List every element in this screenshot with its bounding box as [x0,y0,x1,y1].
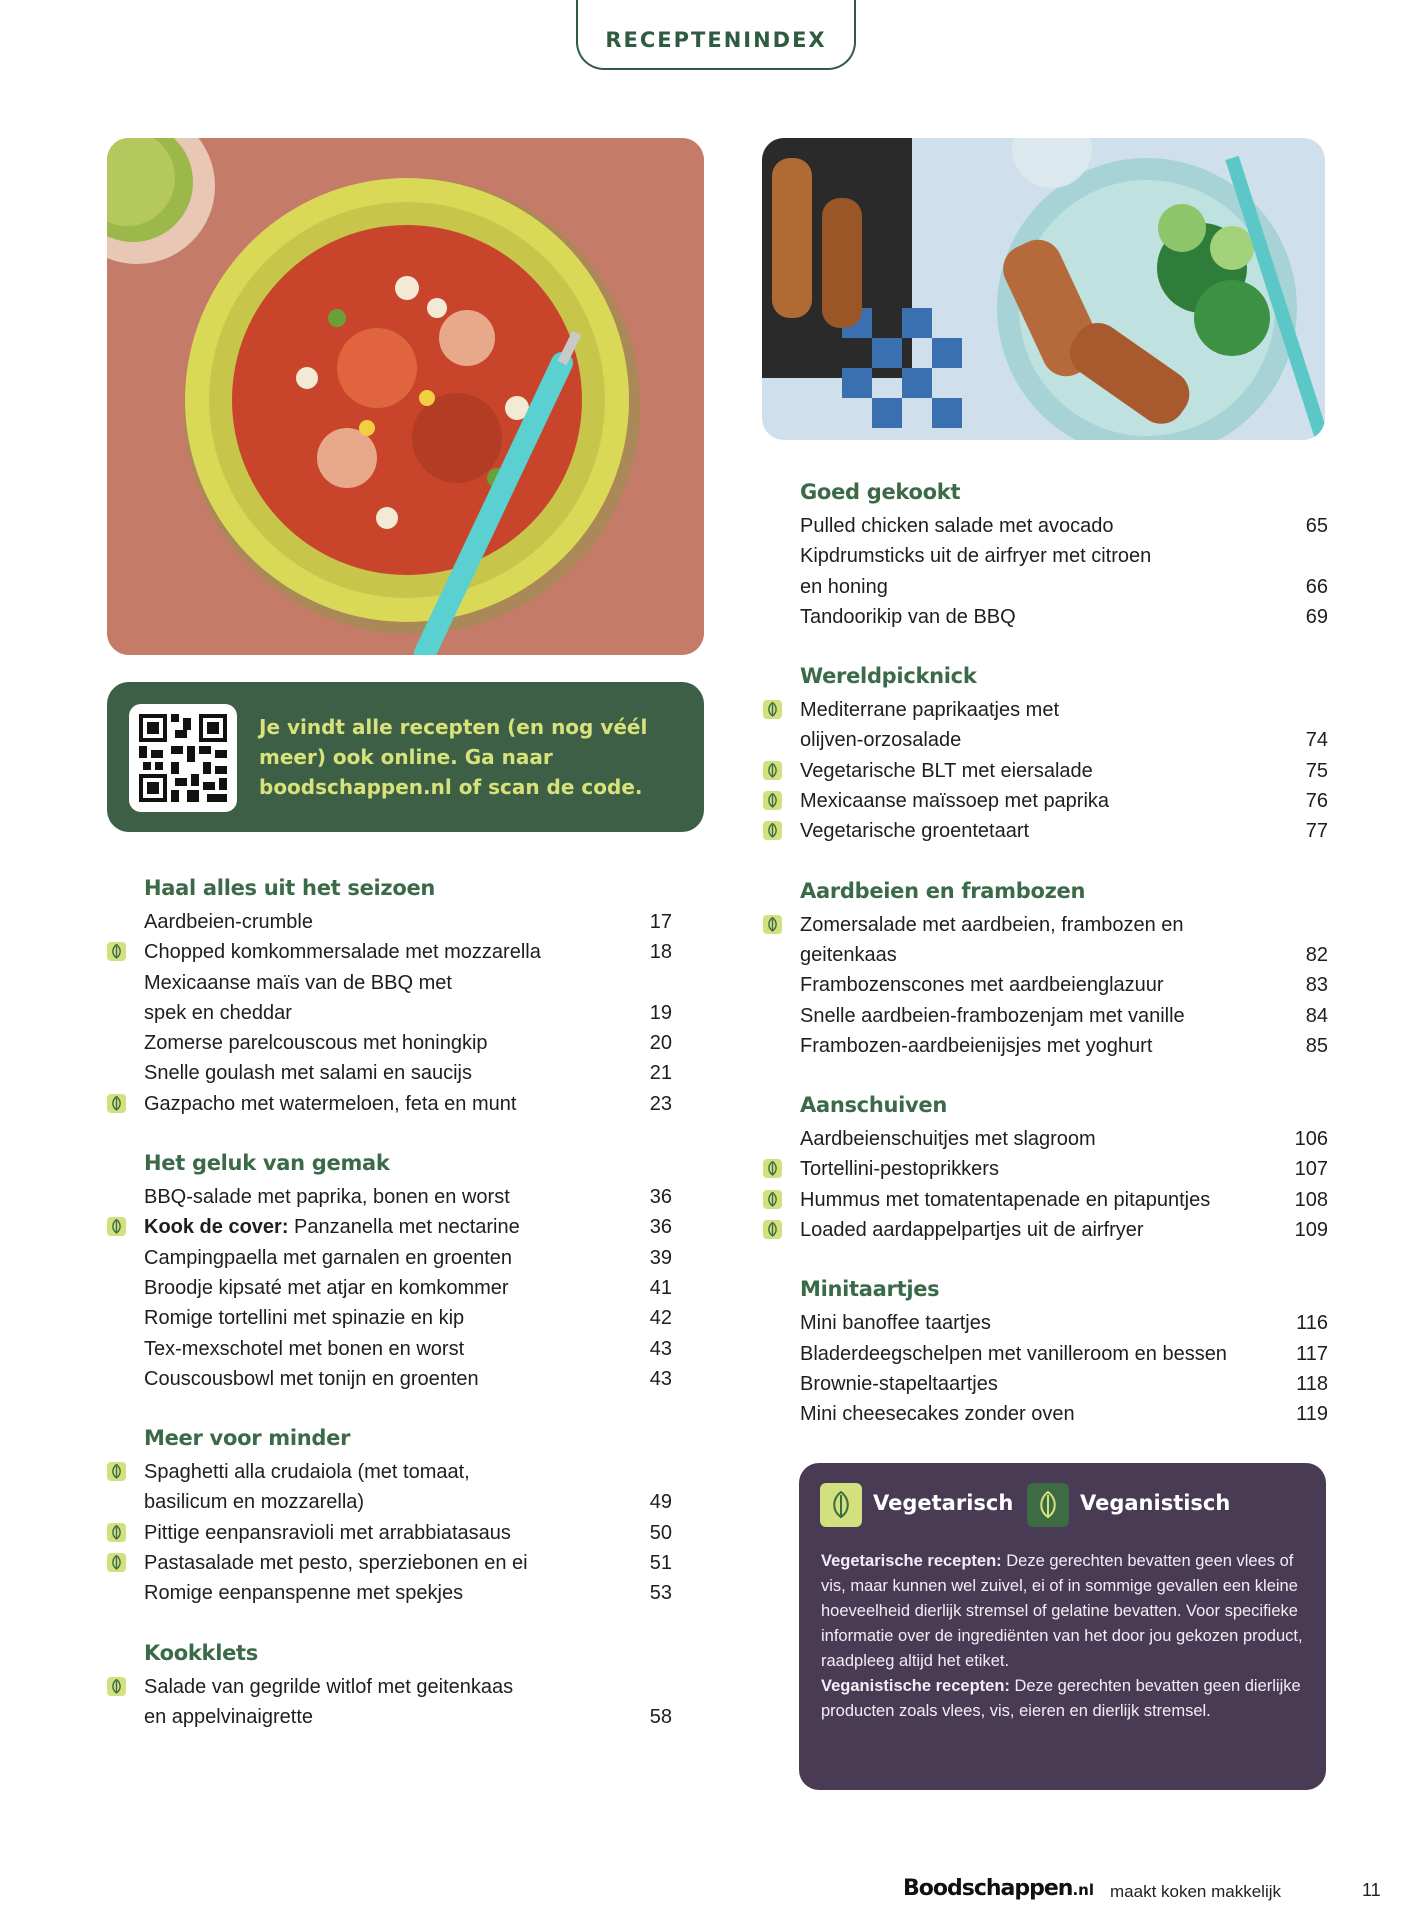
recipe-entry[interactable] [144,1303,672,1333]
recipe-title [800,695,1059,725]
recipe-page-number: 82 [1305,943,1328,966]
legend-text [821,1549,1311,1724]
vegetarian-leaf-icon [107,1217,126,1236]
recipe-title-text: BBQ-salade met paprika, bonen en worst [144,1186,510,1209]
veganistisch-badge [1027,1483,1069,1527]
recipe-page-number [632,1672,672,1702]
recipe-title-text: Mini cheesecakes zonder oven [800,1403,1075,1426]
index-section [800,1274,1328,1429]
recipe-page-number: 19 [649,1001,672,1024]
recipe-page-number: 84 [1305,1004,1328,1027]
section-title: Het geluk van gemak [144,1151,390,1176]
recipe-page-number [1288,910,1328,940]
recipe-page-number: 58 [649,1705,672,1728]
recipe-entry[interactable] [800,1031,1328,1061]
vegetarian-leaf-icon [763,1220,782,1239]
recipe-title [800,1124,1096,1154]
recipe-title [144,998,292,1028]
recipe-page-number: 69 [1305,605,1328,628]
recipe-page-number: 18 [649,941,672,964]
recipe-title-text: Mini banoffee taartjes [800,1312,991,1335]
recipe-title-text: Tex-mexschotel met bonen en worst [144,1337,465,1360]
vegetarian-leaf-icon [763,1159,782,1178]
recipe-title-text: Hummus met tomatentapenade en pitapuntjes [800,1188,1211,1211]
recipe-page-number: 36 [649,1186,672,1209]
vegetarian-leaf-icon [763,1190,782,1209]
recipe-page-number: 36 [649,1216,672,1239]
brand-logo [903,1876,1094,1901]
recipe-title-text: Vegetarische BLT met eiersalade [800,759,1093,782]
recipe-entry[interactable] [800,1339,1328,1369]
index-section [800,1090,1328,1245]
index-section [144,1638,672,1733]
recipe-entry[interactable] [800,511,1328,541]
recipe-title-text: Spaghetti alla crudaiola (met tomaat, [144,1461,470,1484]
brand-name: Boodschappen [903,1876,1073,1901]
recipe-entry[interactable] [800,1369,1328,1399]
recipe-title-text: Panzanella met nectarine [288,1216,520,1239]
recipe-entry[interactable] [144,1273,672,1303]
recipe-title [800,1339,1227,1369]
recipe-title [800,1369,998,1399]
recipe-title-text: Frambozenscones met aardbeienglazuur [800,974,1164,997]
recipe-title [144,1182,510,1212]
recipe-entry[interactable] [144,1578,672,1608]
vegan-text: Deze gerechten bevatten geen dierlijke producten zoals vlees, vis, eieren en dierlijk stremsel. [821,1677,1301,1720]
recipe-page-number: 20 [649,1032,672,1055]
recipe-title-text: Salade van gegrilde witlof met geitenkaas [144,1675,514,1698]
recipe-page-number: 65 [1305,515,1328,537]
recipe-entry[interactable] [800,725,1328,755]
recipe-title-text: Campingpaella met garnalen en groenten [144,1246,513,1269]
vegetarian-leaf-icon [763,761,782,780]
recipe-title-text: Bladerdeegschelpen met vanilleroom en bessen [800,1342,1227,1365]
recipe-title-text: Tandoorikip van de BBQ [800,605,1016,628]
recipe-title-text: geitenkaas [800,943,897,966]
recipe-title [800,816,1029,846]
recipe-title [144,1303,464,1333]
recipe-title [144,1028,488,1058]
recipe-entry[interactable] [144,1212,672,1242]
recipe-title-text: Tortellini-pestoprikkers [800,1158,999,1181]
recipe-page-number: 117 [1296,1342,1328,1365]
recipe-title-text: Zomerse parelcouscous met honingkip [144,1032,488,1055]
recipe-entry[interactable] [144,1089,672,1119]
recipe-entry[interactable] [800,816,1328,846]
recipe-title [800,910,1184,940]
index-section [144,1148,672,1394]
vegetarian-leaf-icon [107,1677,126,1696]
recipe-entry[interactable] [144,1518,672,1548]
recipe-title-text: Frambozen-aardbeienijsjes met yoghurt [800,1034,1153,1057]
recipe-entry[interactable] [800,695,1328,725]
recipe-entry[interactable] [800,786,1328,816]
recipe-title-text: Pittige eenpansravioli met arrabbiatasaus [144,1521,511,1544]
recipe-entry[interactable] [144,937,672,967]
recipe-entry[interactable] [800,910,1328,940]
section-tab [576,0,856,70]
section-title: Aanschuiven [800,1093,948,1118]
recipe-page-number: 21 [649,1062,672,1085]
brand-suffix: .nl [1072,1881,1094,1899]
recipe-title-text: Mexicaanse maïs van de BBQ met [144,971,452,994]
recipe-title [800,1154,999,1184]
recipe-entry[interactable] [144,968,672,998]
recipe-title [144,1089,516,1119]
recipe-title [800,541,1151,571]
recipe-page-number: 39 [649,1246,672,1269]
recipe-title-text: Couscousbowl met tonijn en groenten [144,1367,479,1390]
recipe-entry[interactable] [800,1215,1328,1245]
online-promo-text: Je vindt alle recepten (en nog véél meer) ook online. Ga naar boodschappen.nl of scan de code. [259,715,648,799]
recipe-page-number: 119 [1296,1403,1328,1426]
online-promo-box[interactable] [107,682,704,832]
recipe-title [800,1031,1152,1061]
recipe-page-number [632,1457,672,1487]
recipe-page-number: 116 [1296,1312,1328,1335]
index-column-right [800,477,1328,1459]
recipe-title [800,1185,1210,1215]
index-section [800,477,1328,632]
recipe-title [144,968,452,998]
chicken-photo [762,138,1325,440]
recipe-entry[interactable] [800,1154,1328,1184]
section-title: Goed gekookt [800,480,961,504]
recipe-page-number: 74 [1305,729,1328,752]
recipe-title-text: Aardbeienschuitjes met slagroom [800,1128,1096,1151]
section-title: Haal alles uit het seizoen [144,876,436,900]
recipe-title [800,756,1093,786]
recipe-title-text: Mediterrane paprikaatjes met [800,699,1060,722]
recipe-title-text: spek en cheddar [144,1001,292,1024]
recipe-page-number: 53 [649,1582,672,1605]
recipe-title [800,1308,991,1338]
recipe-title [144,1702,313,1732]
index-section [800,661,1328,846]
vegetarian-leaf-icon [107,1094,126,1113]
recipe-page-number: 83 [1305,974,1328,997]
vegetarian-leaf-icon [107,1553,126,1572]
recipe-entry[interactable] [144,1548,672,1578]
recipe-entry[interactable] [800,970,1328,1000]
vegetarian-leaf-icon [763,700,782,719]
section-title: Meer voor minder [144,1426,351,1451]
recipe-entry[interactable] [144,1058,672,1088]
recipe-page-number: 43 [649,1337,672,1360]
recipe-page-number: 118 [1296,1372,1328,1395]
index-section [144,873,672,1119]
recipe-title [800,786,1109,816]
vegetarian-leaf-icon [107,1523,126,1542]
recipe-page-number: 106 [1294,1128,1328,1151]
recipe-entry[interactable] [144,1364,672,1394]
recipe-entry[interactable] [800,1001,1328,1031]
recipe-title [144,1518,511,1548]
recipe-page-number: 77 [1305,820,1328,843]
recipe-title-text: basilicum en mozzarella) [144,1491,365,1514]
recipe-page-number: 49 [649,1491,672,1514]
recipe-page-number [1288,541,1328,571]
recipe-entry[interactable] [144,998,672,1028]
recipe-entry[interactable] [800,756,1328,786]
recipe-entry[interactable] [144,1028,672,1058]
recipe-title [144,1334,464,1364]
brand-tagline: maakt koken makkelijk [1110,1882,1282,1901]
section-title: Minitaartjes [800,1277,940,1302]
recipe-page-number: 42 [649,1307,672,1330]
recipe-page-number: 41 [649,1276,672,1299]
recipe-entry[interactable] [800,572,1328,602]
recipe-title [144,1548,528,1578]
recipe-title-text: Brownie-stapeltaartjes [800,1372,998,1395]
recipe-title-text: Aardbeien-crumble [144,911,313,933]
recipe-title [800,602,1016,632]
index-section [144,1423,672,1608]
recipe-title-text: en honing [800,575,888,598]
page-number: 11 [1362,1880,1381,1900]
recipe-page-number: 17 [649,911,672,933]
veganistisch-label: Veganistisch [1080,1491,1231,1515]
recipe-title [800,940,897,970]
recipe-page-number [1288,695,1328,725]
recipe-title [144,1457,470,1487]
veg-title: Vegetarische recepten: [821,1552,1002,1570]
recipe-title-text: Zomersalade met aardbeien, frambozen en [800,913,1184,936]
recipe-title-text: Gazpacho met watermeloen, feta en munt [144,1092,517,1115]
recipe-title [144,1487,364,1517]
qr-code[interactable] [129,704,237,812]
vegetarian-leaf-icon [107,1462,126,1481]
recipe-title [144,1058,472,1088]
recipe-title [144,907,313,937]
recipe-title-text: Romige eenpanspenne met spekjes [144,1582,464,1605]
recipe-title [800,970,1164,1000]
recipe-page-number: 50 [649,1521,672,1544]
recipe-entry[interactable] [144,1243,672,1273]
section-title: Wereldpicknick [800,664,977,689]
recipe-title-text: Loaded aardappelpartjes uit de airfryer [800,1219,1144,1242]
recipe-title [800,725,961,755]
recipe-title [800,1399,1075,1429]
recipe-title [144,1672,513,1702]
section-title: Aardbeien en frambozen [800,878,1086,903]
diet-legend [799,1463,1326,1790]
recipe-title-text: Chopped komkommersalade met mozzarella [144,941,541,964]
recipe-entry[interactable] [800,1399,1328,1429]
recipe-entry[interactable] [800,602,1328,632]
recipe-page-number: 43 [649,1367,672,1390]
recipe-title-text: Vegetarische groentetaart [800,820,1030,843]
recipe-entry[interactable] [800,940,1328,970]
recipe-title [144,1364,479,1394]
section-tab-label: RECEPTENINDEX [605,28,827,52]
vegetarisch-label: Vegetarisch [873,1491,1014,1515]
recipe-title [144,1243,512,1273]
recipe-page-number: 107 [1294,1158,1328,1181]
recipe-title [800,511,1114,541]
recipe-title-text: Romige tortellini met spinazie en kip [144,1307,465,1330]
recipe-entry[interactable] [800,541,1328,571]
recipe-entry[interactable] [144,1487,672,1517]
recipe-page-number: 23 [649,1092,672,1115]
recipe-entry[interactable] [144,1702,672,1732]
recipe-entry[interactable] [144,1334,672,1364]
recipe-entry[interactable] [144,907,672,937]
recipe-title-text: en appelvinaigrette [144,1705,314,1728]
stew-photo [107,138,704,655]
recipe-title-prefix: Kook de cover: [144,1216,289,1239]
recipe-page-number: 109 [1294,1219,1328,1242]
vegetarisch-badge [820,1483,862,1527]
recipe-page-number: 51 [649,1552,672,1575]
vegetarian-leaf-icon [763,915,782,934]
recipe-title-text: Snelle goulash met salami en saucijs [144,1062,472,1085]
recipe-title-text: olijven-orzosalade [800,729,962,752]
recipe-title [800,1215,1144,1245]
recipe-page-number: 108 [1294,1188,1328,1211]
index-column-left [144,873,672,1761]
recipe-entry[interactable] [144,1182,672,1212]
vegetarian-leaf-icon [763,791,782,810]
veg-text: Deze gerechten bevatten geen vlees of vis, maar kunnen wel zuivel, ei of in sommige gevallen een kleine hoeveelheid dierlijk stremsel of gelatine bevatten. Voor specifieke informatie over de ingrediënten van het door jou gekozen product, raadpleeg altijd het etiket. [821,1552,1303,1670]
recipe-title-text: Pastasalade met pesto, sperziebonen en ei [144,1552,528,1575]
recipe-title-text: Snelle aardbeien-frambozenjam met vanille [800,1004,1185,1027]
recipe-entry[interactable] [144,1672,672,1702]
recipe-title [144,1212,520,1242]
index-section [800,876,1328,1061]
recipe-entry[interactable] [800,1185,1328,1215]
vegan-title: Veganistische recepten: [821,1677,1010,1695]
recipe-page-number [632,968,672,998]
recipe-page-number: 76 [1305,790,1328,813]
recipe-title-text: Kipdrumsticks uit de airfryer met citroen [800,545,1152,568]
vegetarian-leaf-icon [107,942,126,961]
recipe-page-number: 66 [1305,575,1328,598]
vegetarian-leaf-icon [763,821,782,840]
recipe-title-text: Mexicaanse maïssoep met paprika [800,790,1110,813]
recipe-title [144,937,541,967]
recipe-entry[interactable] [144,1457,672,1487]
recipe-title [800,572,888,602]
recipe-title [144,1578,463,1608]
section-title: Kookklets [144,1640,258,1665]
recipe-page-number: 85 [1305,1034,1328,1057]
recipe-title-text: Pulled chicken salade met avocado [800,515,1114,537]
recipe-entry[interactable] [800,1308,1328,1338]
recipe-page-number: 75 [1305,759,1328,782]
recipe-title-text: Broodje kipsaté met atjar en komkommer [144,1276,509,1299]
recipe-title [800,1001,1185,1031]
recipe-title [144,1273,509,1303]
recipe-entry[interactable] [800,1124,1328,1154]
